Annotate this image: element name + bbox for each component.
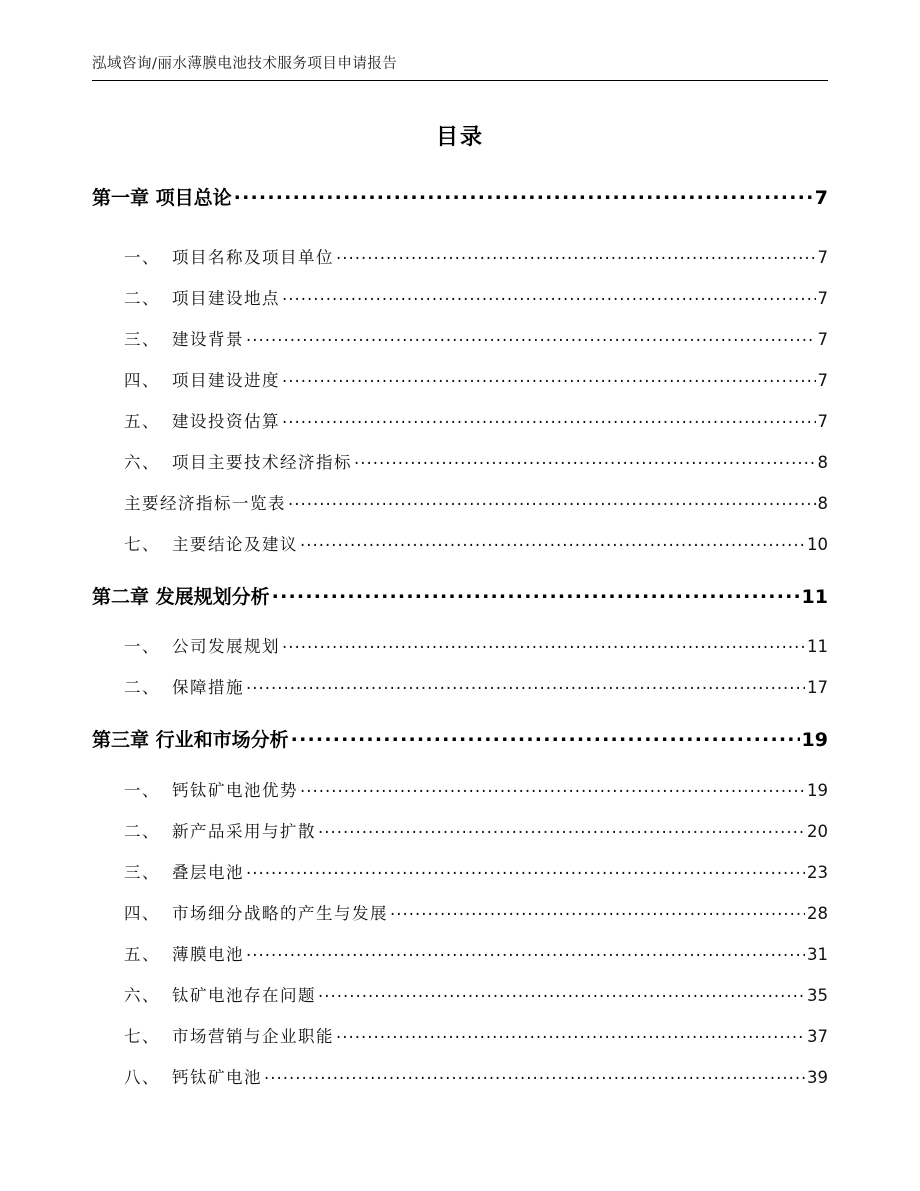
section-number: 四、 <box>124 371 160 390</box>
page-number: 8 <box>817 453 828 472</box>
toc-section[interactable] <box>92 777 828 801</box>
leader-dots <box>246 862 805 879</box>
section-number: 五、 <box>124 412 160 431</box>
section-number: 六、 <box>124 453 160 472</box>
toc-section[interactable] <box>92 408 828 432</box>
leader-dots <box>288 493 816 510</box>
page-number: 20 <box>807 822 828 841</box>
page-number: 7 <box>817 412 828 431</box>
chapter-label: 发展规划分析 <box>155 586 270 608</box>
toc-section[interactable] <box>92 285 828 309</box>
page-number: 35 <box>807 986 828 1005</box>
section-number: 八、 <box>124 1068 160 1087</box>
toc-section[interactable] <box>92 1064 828 1088</box>
section-label: 叠层电池 <box>172 863 244 882</box>
leader-dots <box>282 636 805 653</box>
section-number: 一、 <box>124 637 160 656</box>
page-number: 28 <box>807 904 828 923</box>
section-label: 新产品采用与扩散 <box>172 822 316 841</box>
section-number: 三、 <box>124 863 160 882</box>
leader-dots <box>300 534 805 551</box>
section-number: 七、 <box>124 535 160 554</box>
toc-title: 目录 <box>435 125 484 150</box>
section-number: 四、 <box>124 904 160 923</box>
section-label: 项目主要技术经济指标 <box>172 453 352 472</box>
section-number: 七、 <box>124 1027 160 1046</box>
header-rule <box>92 80 828 81</box>
section-label: 建设背景 <box>172 330 244 349</box>
chapter-number: 第二章 <box>92 586 150 608</box>
toc-section[interactable] <box>92 818 828 842</box>
leader-dots <box>246 944 805 961</box>
chapter-number: 第一章 <box>92 187 150 209</box>
section-number: 二、 <box>124 678 160 697</box>
toc-section[interactable] <box>92 859 828 883</box>
leader-dots <box>246 329 816 346</box>
page-header: 泓域咨询/丽水薄膜电池技术服务项目申请报告 <box>92 56 398 72</box>
page-number: 39 <box>807 1068 828 1087</box>
page-number: 17 <box>807 678 828 697</box>
toc-section[interactable] <box>92 633 828 657</box>
leader-dots <box>282 288 816 305</box>
section-label: 保障措施 <box>172 678 244 697</box>
section-label: 项目名称及项目单位 <box>172 248 334 267</box>
section-number: 一、 <box>124 781 160 800</box>
leader-dots <box>318 985 805 1002</box>
toc-chapter[interactable] <box>92 725 828 752</box>
page-number: 23 <box>807 863 828 882</box>
toc-section[interactable] <box>92 244 828 268</box>
toc-section[interactable] <box>92 941 828 965</box>
section-label: 公司发展规划 <box>172 637 280 656</box>
toc-table-entry[interactable] <box>92 490 828 514</box>
toc-chapter[interactable] <box>92 582 828 609</box>
section-label: 市场细分战略的产生与发展 <box>172 904 388 923</box>
leader-dots <box>354 452 816 469</box>
toc-section[interactable] <box>92 326 828 350</box>
leader-dots <box>264 1067 805 1084</box>
chapter-number: 第三章 <box>92 729 150 751</box>
leader-dots <box>234 185 813 204</box>
page-number: 7 <box>817 330 828 349</box>
toc-section[interactable] <box>92 449 828 473</box>
section-label: 薄膜电池 <box>172 945 244 964</box>
section-label: 项目建设地点 <box>172 289 280 308</box>
toc-section[interactable] <box>92 982 828 1006</box>
leader-dots <box>282 370 816 387</box>
page-number: 7 <box>814 187 828 209</box>
leader-dots <box>291 727 800 746</box>
leader-dots <box>272 584 800 603</box>
page-number: 10 <box>807 535 828 554</box>
section-number: 三、 <box>124 330 160 349</box>
leader-dots <box>246 677 805 694</box>
toc-section[interactable] <box>92 674 828 698</box>
page-number: 31 <box>807 945 828 964</box>
page-number: 7 <box>817 289 828 308</box>
section-number: 二、 <box>124 289 160 308</box>
toc-section[interactable] <box>92 531 828 555</box>
leader-dots <box>318 821 805 838</box>
toc-chapter[interactable] <box>92 183 828 210</box>
page-number: 19 <box>807 781 828 800</box>
toc-section[interactable] <box>92 367 828 391</box>
section-label: 项目建设进度 <box>172 371 280 390</box>
toc-section[interactable] <box>92 1023 828 1047</box>
page-number: 11 <box>807 637 828 656</box>
page-number: 7 <box>817 248 828 267</box>
section-number: 五、 <box>124 945 160 964</box>
leader-dots <box>282 411 816 428</box>
section-label: 钛矿电池存在问题 <box>172 986 316 1005</box>
section-label: 市场营销与企业职能 <box>172 1027 334 1046</box>
leader-dots <box>336 247 816 264</box>
section-number: 六、 <box>124 986 160 1005</box>
section-label: 主要结论及建议 <box>172 535 298 554</box>
leader-dots <box>336 1026 805 1043</box>
page-number: 7 <box>817 371 828 390</box>
page-number: 11 <box>801 586 828 608</box>
leader-dots <box>390 903 805 920</box>
section-label: 钙钛矿电池 <box>172 1068 262 1087</box>
chapter-label: 项目总论 <box>155 187 232 209</box>
section-number: 一、 <box>124 248 160 267</box>
chapter-label: 行业和市场分析 <box>155 729 289 751</box>
section-label: 钙钛矿电池优势 <box>172 781 298 800</box>
section-label: 建设投资估算 <box>172 412 280 431</box>
page-number: 19 <box>801 729 828 751</box>
toc-section[interactable] <box>92 900 828 924</box>
table-entry-label: 主要经济指标一览表 <box>124 494 286 513</box>
leader-dots <box>300 780 805 797</box>
page-number: 8 <box>817 494 828 513</box>
page-number: 37 <box>807 1027 828 1046</box>
section-number: 二、 <box>124 822 160 841</box>
